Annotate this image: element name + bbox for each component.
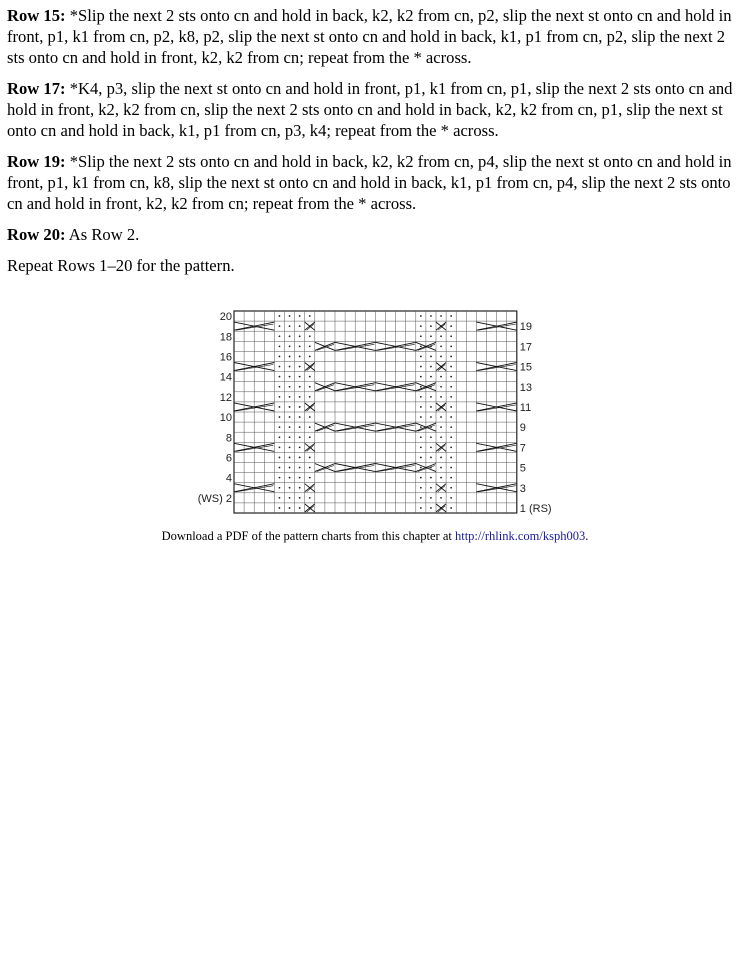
purl-dot xyxy=(420,406,422,408)
purl-dot xyxy=(289,406,291,408)
purl-dot xyxy=(279,416,281,418)
purl-dot xyxy=(420,436,422,438)
purl-dot xyxy=(430,325,432,327)
purl-dot xyxy=(430,356,432,358)
purl-dot xyxy=(279,406,281,408)
purl-dot xyxy=(430,457,432,459)
purl-dot xyxy=(430,366,432,368)
purl-dot xyxy=(430,477,432,479)
purl-dot xyxy=(299,356,301,358)
purl-dot xyxy=(279,497,281,499)
purl-dot xyxy=(430,436,432,438)
purl-dot xyxy=(299,325,301,327)
purl-dot xyxy=(299,315,301,317)
purl-dot xyxy=(420,325,422,327)
purl-dot xyxy=(309,467,311,469)
purl-dot xyxy=(420,396,422,398)
purl-dot xyxy=(279,426,281,428)
purl-dot xyxy=(299,345,301,347)
purl-dot xyxy=(430,335,432,337)
purl-dot xyxy=(279,467,281,469)
purl-dot xyxy=(299,366,301,368)
purl-dot xyxy=(420,487,422,489)
purl-dot xyxy=(420,345,422,347)
purl-dot xyxy=(450,396,452,398)
purl-dot xyxy=(420,335,422,337)
purl-dot xyxy=(279,386,281,388)
purl-dot xyxy=(279,396,281,398)
purl-dot xyxy=(450,467,452,469)
purl-dot xyxy=(450,356,452,358)
purl-dot xyxy=(440,396,442,398)
purl-dot xyxy=(430,376,432,378)
purl-dot xyxy=(420,416,422,418)
row-text: As Row 2. xyxy=(65,225,140,244)
purl-dot xyxy=(299,467,301,469)
purl-dot xyxy=(299,446,301,448)
purl-dot xyxy=(289,325,291,327)
purl-dot xyxy=(440,497,442,499)
purl-dot xyxy=(450,497,452,499)
purl-dot xyxy=(430,446,432,448)
purl-dot xyxy=(279,507,281,509)
purl-dot xyxy=(440,315,442,317)
purl-dot xyxy=(279,446,281,448)
purl-dot xyxy=(289,497,291,499)
purl-dot xyxy=(279,436,281,438)
purl-dot xyxy=(299,507,301,509)
row-label-left: 4 xyxy=(225,472,232,485)
purl-dot xyxy=(450,366,452,368)
purl-dot xyxy=(279,345,281,347)
purl-dot xyxy=(299,436,301,438)
purl-dot xyxy=(279,477,281,479)
row-label-right: 1 (RS) xyxy=(519,502,552,515)
purl-dot xyxy=(420,507,422,509)
purl-dot xyxy=(309,497,311,499)
purl-dot xyxy=(289,436,291,438)
purl-dot xyxy=(430,487,432,489)
purl-dot xyxy=(289,507,291,509)
row-label-left: 8 xyxy=(225,432,232,445)
purl-dot xyxy=(299,396,301,398)
purl-dot xyxy=(289,416,291,418)
purl-dot xyxy=(440,356,442,358)
purl-dot xyxy=(299,487,301,489)
purl-dot xyxy=(450,335,452,337)
purl-dot xyxy=(450,325,452,327)
purl-dot xyxy=(279,487,281,489)
purl-dot xyxy=(289,467,291,469)
purl-dot xyxy=(450,315,452,317)
row-label-right: 17 xyxy=(519,341,533,354)
purl-dot xyxy=(440,335,442,337)
row-label-left: (WS) 2 xyxy=(197,492,232,505)
purl-dot xyxy=(420,477,422,479)
purl-dot xyxy=(450,477,452,479)
caption-text: Download a PDF of the pattern charts from this chapter at xyxy=(161,529,455,543)
caption-end: . xyxy=(585,529,589,543)
row-label-left: 16 xyxy=(219,351,232,364)
purl-dot xyxy=(309,416,311,418)
purl-dot xyxy=(430,416,432,418)
instruction-row-20 xyxy=(7,224,739,245)
purl-dot xyxy=(289,446,291,448)
purl-dot xyxy=(299,416,301,418)
purl-dot xyxy=(289,345,291,347)
download-link[interactable]: http://rhlink.com/ksph003 xyxy=(454,529,586,543)
purl-dot xyxy=(420,366,422,368)
row-text: *Slip the next 2 sts onto cn and hold in back, k2, k2 from cn, p4, slip the next st onto cn and hold in front, p1, k1 from cn, k8, slip the next st onto cn and hold in back, k1, p1 from cn, p4, slip the next 2 sts onto cn and hold in front, k2, k2 from cn; repeat from the * across. xyxy=(7,152,732,213)
instruction-row-17 xyxy=(7,78,739,141)
purl-dot xyxy=(309,335,311,337)
purl-dot xyxy=(420,446,422,448)
purl-dot xyxy=(440,426,442,428)
purl-dot xyxy=(289,315,291,317)
repeat-text: Repeat Rows 1–20 for the pattern. xyxy=(7,256,235,275)
row-label-right: 7 xyxy=(519,442,526,455)
row-label-right: 9 xyxy=(519,422,526,435)
purl-dot xyxy=(279,457,281,459)
purl-dot xyxy=(299,457,301,459)
purl-dot xyxy=(440,345,442,347)
purl-dot xyxy=(450,436,452,438)
purl-dot xyxy=(420,356,422,358)
purl-dot xyxy=(289,426,291,428)
purl-dot xyxy=(450,345,452,347)
row-label-right: 19 xyxy=(519,321,533,334)
purl-dot xyxy=(309,457,311,459)
purl-dot xyxy=(450,416,452,418)
purl-dot xyxy=(309,477,311,479)
purl-dot xyxy=(299,335,301,337)
purl-dot xyxy=(420,426,422,428)
purl-dot xyxy=(279,335,281,337)
row-label-left: 6 xyxy=(225,452,232,465)
purl-dot xyxy=(450,376,452,378)
row-label-left: 12 xyxy=(219,391,232,404)
row-label: Row 17: xyxy=(7,79,66,98)
stitch-chart-svg xyxy=(186,303,566,517)
purl-dot xyxy=(450,457,452,459)
row-label-right: 11 xyxy=(519,401,532,414)
row-label-right: 13 xyxy=(519,381,533,394)
purl-dot xyxy=(299,376,301,378)
row-text: *K4, p3, slip the next st onto cn and hold in front, p1, k1 from cn, p1, slip the next 2 sts onto cn and hold in front, k2, k2 from cn, slip the next 2 sts onto cn and hold in back, k2, k2 from cn, p1, slip the next st onto cn and hold in back, k1, p1 from cn, p3, k4; repeat from the * across. xyxy=(7,79,733,140)
purl-dot xyxy=(299,386,301,388)
purl-dot xyxy=(279,325,281,327)
purl-dot xyxy=(450,386,452,388)
stitch-chart xyxy=(186,303,566,517)
purl-dot xyxy=(309,426,311,428)
purl-dot xyxy=(289,356,291,358)
purl-dot xyxy=(289,386,291,388)
purl-dot xyxy=(299,477,301,479)
purl-dot xyxy=(299,426,301,428)
purl-dot xyxy=(279,376,281,378)
purl-dot xyxy=(450,446,452,448)
purl-dot xyxy=(430,396,432,398)
download-caption xyxy=(0,529,750,544)
row-text: *Slip the next 2 sts onto cn and hold in back, k2, k2 from cn, p2, slip the next st onto cn and hold in front, p1, k1 from cn, p2, k8, p2, slip the next st onto cn and hold in back, k1, p1 from cn, p2, slip the next 2 sts onto cn and hold in front, k2, k2 from cn; repeat from the * across. xyxy=(7,6,732,67)
purl-dot xyxy=(430,507,432,509)
purl-dot xyxy=(299,497,301,499)
purl-dot xyxy=(440,477,442,479)
row-label-left: 20 xyxy=(219,311,232,324)
purl-dot xyxy=(440,467,442,469)
pattern-text xyxy=(7,5,739,286)
purl-dot xyxy=(289,487,291,489)
row-label: Row 15: xyxy=(7,6,66,25)
row-label-left: 18 xyxy=(219,331,232,344)
purl-dot xyxy=(289,376,291,378)
instruction-row-15 xyxy=(7,5,739,68)
purl-dot xyxy=(279,356,281,358)
purl-dot xyxy=(309,386,311,388)
purl-dot xyxy=(289,477,291,479)
purl-dot xyxy=(450,487,452,489)
purl-dot xyxy=(289,396,291,398)
purl-dot xyxy=(440,386,442,388)
purl-dot xyxy=(430,406,432,408)
purl-dot xyxy=(420,386,422,388)
purl-dot xyxy=(420,315,422,317)
row-label-left: 14 xyxy=(219,371,232,384)
row-label-left: 10 xyxy=(219,412,232,425)
purl-dot xyxy=(450,406,452,408)
purl-dot xyxy=(289,457,291,459)
purl-dot xyxy=(289,366,291,368)
row-label: Row 20: xyxy=(7,225,66,244)
purl-dot xyxy=(440,376,442,378)
purl-dot xyxy=(309,376,311,378)
purl-dot xyxy=(289,335,291,337)
purl-dot xyxy=(309,315,311,317)
row-label-right: 15 xyxy=(519,361,533,374)
purl-dot xyxy=(420,457,422,459)
row-label: Row 19: xyxy=(7,152,66,171)
purl-dot xyxy=(450,507,452,509)
purl-dot xyxy=(450,426,452,428)
purl-dot xyxy=(299,406,301,408)
repeat-instruction xyxy=(7,255,739,276)
purl-dot xyxy=(440,416,442,418)
purl-dot xyxy=(440,457,442,459)
purl-dot xyxy=(309,345,311,347)
purl-dot xyxy=(440,436,442,438)
purl-dot xyxy=(309,436,311,438)
purl-dot xyxy=(309,396,311,398)
purl-dot xyxy=(420,497,422,499)
purl-dot xyxy=(309,356,311,358)
row-label-right: 5 xyxy=(519,462,526,475)
purl-dot xyxy=(420,467,422,469)
purl-dot xyxy=(420,376,422,378)
purl-dot xyxy=(430,315,432,317)
purl-dot xyxy=(279,366,281,368)
row-label-right: 3 xyxy=(519,482,526,495)
purl-dot xyxy=(279,315,281,317)
purl-dot xyxy=(430,497,432,499)
instruction-row-19 xyxy=(7,151,739,214)
